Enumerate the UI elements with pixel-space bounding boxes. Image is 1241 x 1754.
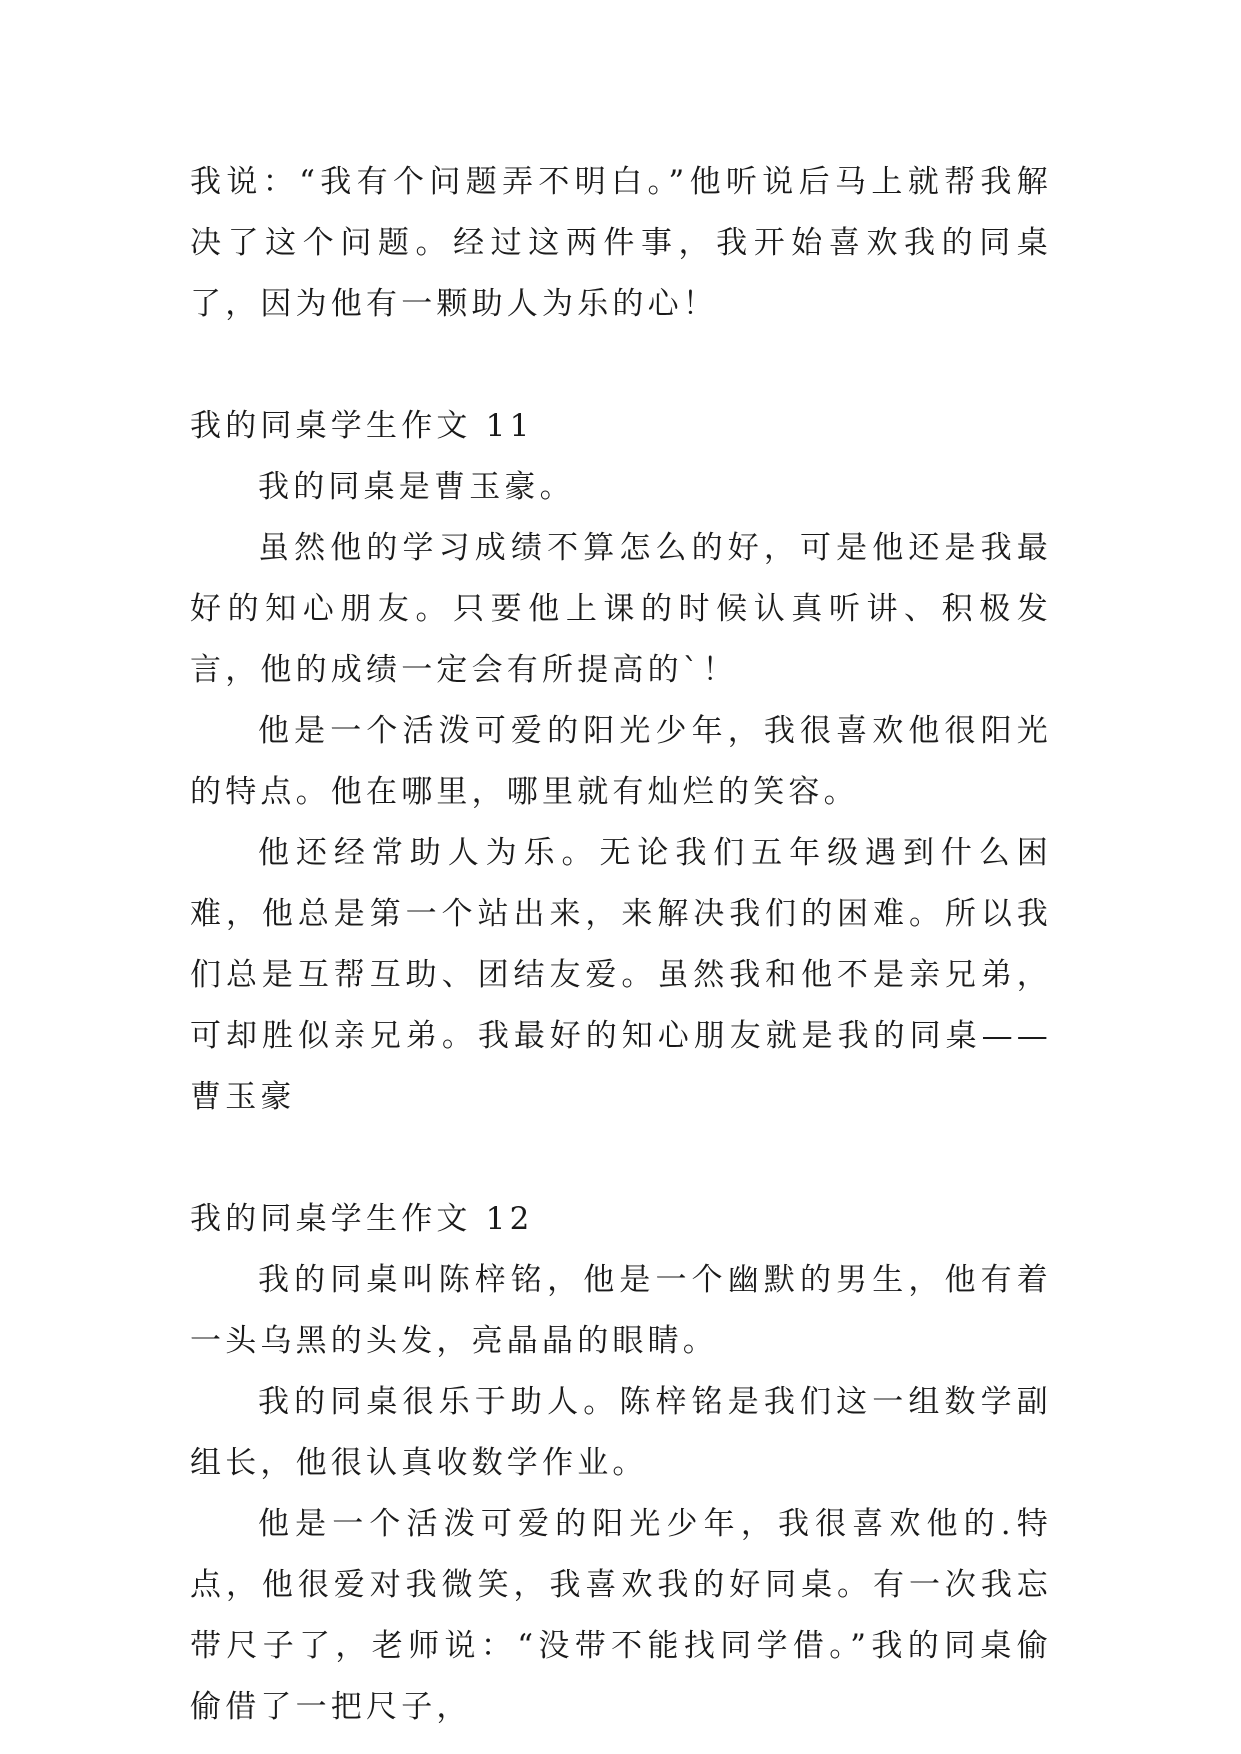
section-gap [190, 1128, 1052, 1189]
document-body [190, 152, 1052, 1738]
paragraph: 我的同桌叫陈梓铭，他是一个幽默的男生，他有着一头乌黑的头发，亮晶晶的眼睛。 [190, 1262, 1052, 1359]
paragraph: 我说：“我有个问题弄不明白。”他听说后马上就帮我解决了这个问题。经过这两件事，我开始喜欢我的同桌了，因为他有一颗助人为乐的心！ [190, 164, 1052, 322]
section-heading: 我的同桌学生作文 11 [190, 408, 534, 444]
section-heading: 我的同桌学生作文 12 [190, 1201, 534, 1237]
paragraph: 我的同桌是曹玉豪。 [258, 469, 575, 505]
paragraph: 他是一个活泼可爱的阳光少年，我很喜欢他很阳光的特点。他在哪里，哪里就有灿烂的笑容。 [190, 713, 1052, 810]
paragraph: 他是一个活泼可爱的阳光少年，我很喜欢他的.特点，他很爱对我微笑，我喜欢我的好同桌。有一次我忘带尺子了，老师说：“没带不能找同学借。”我的同桌偷偷借了一把尺子， [190, 1506, 1052, 1725]
paragraph: 他还经常助人为乐。无论我们五年级遇到什么困难，他总是第一个站出来，来解决我们的困难。所以我们总是互帮互助、团结友爱。虽然我和他不是亲兄弟，可却胜似亲兄弟。我最好的知心朋友就是我的同桌——曹玉豪 [190, 835, 1052, 1115]
paragraph: 虽然他的学习成绩不算怎么的好，可是他还是我最好的知心朋友。只要他上课的时候认真听讲、积极发言，他的成绩一定会有所提高的`！ [190, 530, 1052, 688]
paragraph: 我的同桌很乐于助人。陈梓铭是我们这一组数学副组长，他很认真收数学作业。 [190, 1384, 1052, 1481]
section-gap [190, 335, 1052, 396]
